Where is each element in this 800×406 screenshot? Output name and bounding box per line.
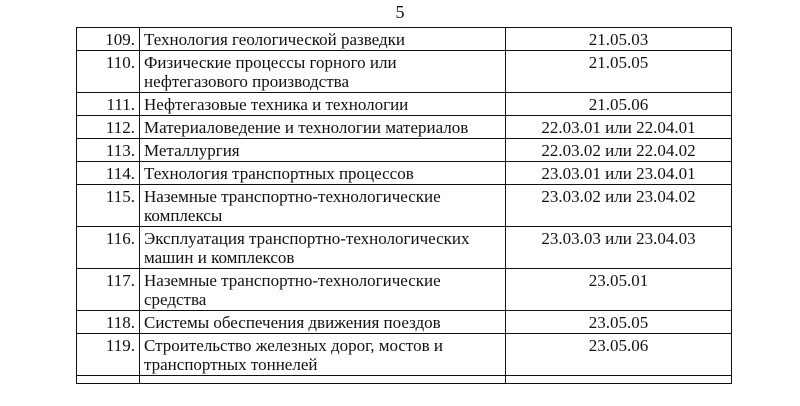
table-row (77, 51, 732, 93)
specialty-name: Материаловедение и технологии материалов (140, 116, 506, 139)
row-number: 118. (77, 311, 140, 334)
specialty-code: 23.05.01 (506, 269, 732, 311)
specialty-name: Наземные транспортно-технологические комплексы (140, 185, 506, 227)
specialty-name: Строительство железных дорог, мостов и транспортных тоннелей (140, 334, 506, 376)
table-row (77, 116, 732, 139)
table-row-cut-off (77, 376, 732, 384)
row-number: 115. (77, 185, 140, 227)
specialty-code-cut-off (506, 376, 732, 384)
table-row (77, 185, 732, 227)
row-number: 113. (77, 139, 140, 162)
specialty-name: Эксплуатация транспортно-технологических машин и комплексов (140, 227, 506, 269)
specialty-code: 23.03.02 или 23.04.02 (506, 185, 732, 227)
specialty-name-cut-off (140, 376, 506, 384)
table-row (77, 227, 732, 269)
specialty-name: Системы обеспечения движения поездов (140, 311, 506, 334)
specialty-code: 23.03.03 или 23.04.03 (506, 227, 732, 269)
specialty-code: 21.05.05 (506, 51, 732, 93)
table-row (77, 162, 732, 185)
specialty-name: Технология геологической разведки (140, 28, 506, 51)
table-row (77, 334, 732, 376)
specialties-table (76, 27, 732, 384)
specialty-code: 23.03.01 или 23.04.01 (506, 162, 732, 185)
specialty-code: 21.05.06 (506, 93, 732, 116)
row-number: 116. (77, 227, 140, 269)
row-number-cut-off (77, 376, 140, 384)
table-row (77, 28, 732, 51)
table-row (77, 311, 732, 334)
specialty-name: Наземные транспортно-технологические средства (140, 269, 506, 311)
row-number: 117. (77, 269, 140, 311)
specialty-code: 22.03.02 или 22.04.02 (506, 139, 732, 162)
table-row (77, 93, 732, 116)
specialty-code: 21.05.03 (506, 28, 732, 51)
specialty-code: 22.03.01 или 22.04.01 (506, 116, 732, 139)
specialty-code: 23.05.06 (506, 334, 732, 376)
row-number: 112. (77, 116, 140, 139)
specialty-code: 23.05.05 (506, 311, 732, 334)
specialty-name: Металлургия (140, 139, 506, 162)
table-row (77, 269, 732, 311)
row-number: 110. (77, 51, 140, 93)
row-number: 119. (77, 334, 140, 376)
specialty-name: Технология транспортных процессов (140, 162, 506, 185)
row-number: 109. (77, 28, 140, 51)
row-number: 111. (77, 93, 140, 116)
table-row (77, 139, 732, 162)
page-number: 5 (395, 2, 405, 22)
specialty-name: Физические процессы горного или нефтегазового производства (140, 51, 506, 93)
specialty-name: Нефтегазовые техника и технологии (140, 93, 506, 116)
row-number: 114. (77, 162, 140, 185)
